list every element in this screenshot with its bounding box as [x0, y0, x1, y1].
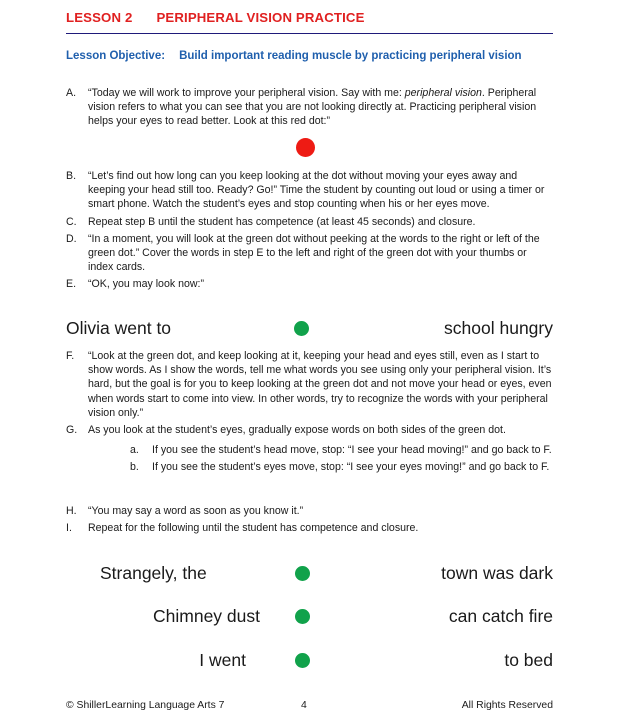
page-footer — [66, 700, 553, 711]
list-marker: B. — [66, 170, 77, 182]
list-item — [66, 349, 553, 420]
practice-row — [66, 649, 553, 671]
example-left-words: Olivia went to — [66, 318, 172, 338]
example-right-words: school hungry — [444, 318, 553, 338]
practice-right-words: to bed — [504, 650, 553, 670]
list-text: “In a moment, you will look at the green dot without peeking at the words to the right or left of the green dot.” Cover the words in step E to the left and right of the green dot with your thumbs or index cards. — [88, 232, 540, 274]
list-marker: F. — [66, 350, 75, 362]
list-text: “OK, you may look now:” — [88, 278, 204, 291]
red-dot-icon — [296, 138, 315, 157]
practice-dot-cell — [282, 566, 322, 581]
steps-list-b-e — [66, 169, 553, 295]
lesson-objective-label: Lesson Objective: — [66, 50, 166, 62]
lesson-header — [66, 10, 553, 25]
list-marker: a. — [130, 444, 139, 456]
list-marker: b. — [130, 461, 139, 474]
practice-row — [66, 605, 553, 627]
step-a-emphasis: peripheral vision — [404, 87, 482, 99]
header-divider — [66, 33, 553, 34]
step-a-text-1: “Today we will work to improve your peripheral vision. Say with me: — [88, 87, 405, 99]
example-practice-row — [66, 317, 553, 339]
example-dot-cell — [281, 321, 321, 336]
footer-rights: All Rights Reserved — [461, 700, 553, 711]
lesson-number: LESSON 2 — [66, 10, 133, 25]
list-item — [66, 215, 553, 229]
footer-page-number: 4 — [301, 700, 307, 711]
list-text: If you see the student’s head move, stop: “I see your head moving!” and go back to F. — [152, 444, 552, 456]
list-text: Repeat for the following until the student has competence and closure. — [88, 522, 419, 535]
green-dot-icon — [295, 566, 310, 581]
list-item — [130, 443, 553, 457]
list-text — [88, 86, 553, 129]
steps-list-top — [66, 86, 553, 132]
list-text: As you look at the student’s eyes, gradually expose words on both sides of the green dot. — [88, 424, 506, 437]
list-text: “Look at the green dot, and keep looking at it, keeping your head and eyes still, even as I start to show words. As I show the words, tell me what words you see using only your peripheral vision. It’s hard, but the goal is for you to keep looking at the green dot and not move your head or eyes, even when words start to come into view. In other words, try to recognize the words with your peripheral vision only.” — [88, 350, 552, 419]
list-marker: D. — [66, 232, 77, 245]
list-item — [130, 460, 553, 474]
practice-left-words: Strangely, the — [100, 563, 207, 583]
list-marker: I. — [66, 522, 72, 535]
list-marker: A. — [66, 87, 77, 99]
practice-dot-cell — [282, 609, 322, 624]
practice-left-words: Chimney dust — [153, 606, 260, 626]
green-dot-icon — [295, 609, 310, 624]
list-item — [66, 86, 553, 129]
list-marker: H. — [66, 505, 77, 517]
substeps-list — [130, 443, 553, 477]
practice-dot-cell — [282, 653, 322, 668]
list-text: If you see the student’s eyes move, stop: “I see your eyes moving!” and go back to F. — [152, 461, 550, 474]
list-item — [66, 169, 553, 212]
list-text: “You may say a word as soon as you know it.” — [88, 505, 304, 517]
steps-list-f-g — [66, 349, 553, 440]
list-text: Repeat step B until the student has competence (at least 45 seconds) and closure. — [88, 215, 476, 228]
practice-left-words: I went — [199, 650, 246, 670]
list-marker: C. — [66, 215, 77, 228]
practice-right-words: town was dark — [441, 563, 553, 583]
list-item — [66, 504, 553, 518]
footer-copyright: © ShillerLearning Language Arts 7 — [66, 700, 225, 711]
steps-list-h-i — [66, 504, 553, 538]
list-marker: E. — [66, 278, 77, 291]
list-item — [66, 232, 553, 275]
list-marker: G. — [66, 424, 78, 437]
list-item — [66, 423, 553, 437]
list-item — [66, 521, 553, 535]
lesson-header-row — [66, 10, 553, 25]
practice-right-words: can catch fire — [448, 606, 553, 626]
green-dot-icon — [295, 653, 310, 668]
list-text: “Let’s find out how long can you keep looking at the dot without moving your eyes away and keeping your head still too. Ready? Go!” Time the student by counting out loud or using a timer or smart phone. Watch the student’s eyes and stop counting when his or her eyes move. — [88, 170, 545, 211]
page-title: PERIPHERAL VISION PRACTICE — [156, 10, 365, 25]
practice-row — [66, 562, 553, 584]
green-dot-icon — [294, 321, 309, 336]
lesson-objective — [66, 50, 566, 62]
list-item — [66, 277, 553, 291]
lesson-objective-text: Build important reading muscle by practicing peripheral vision — [179, 50, 522, 62]
step-a-text-2: . Peripheral vision refers to what you can see that you are not looking directly at. Practicing peripheral vision helps your eyes to read better. Look at this red dot:” — [88, 87, 537, 128]
